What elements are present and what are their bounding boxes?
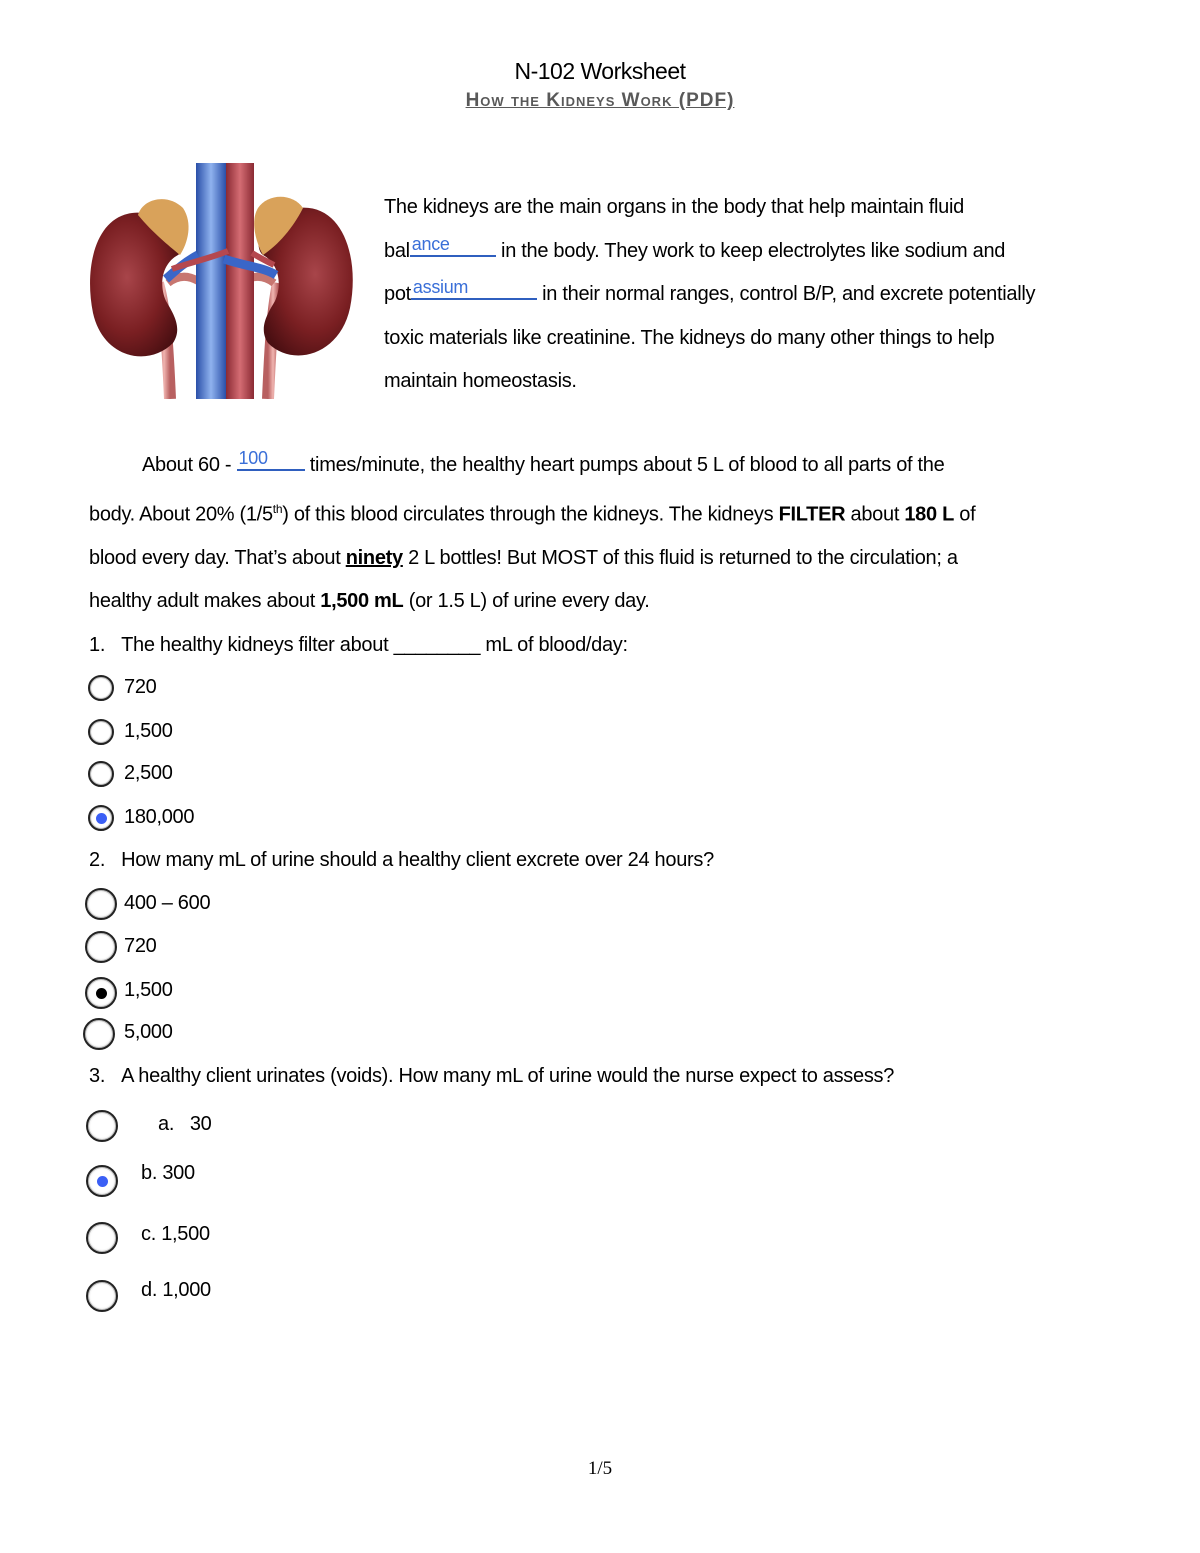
q3-option-d-radio[interactable] <box>86 1280 118 1312</box>
kidney-illustration <box>88 163 356 399</box>
page-number: 1/5 <box>587 1458 613 1479</box>
selected-dot <box>96 988 107 999</box>
q3-option-a-radio[interactable] <box>86 1110 118 1142</box>
q3-option-label: d. 1,000 <box>141 1279 211 1301</box>
intro-paragraph <box>384 186 1144 404</box>
para-line-3: blood every day. That’s about ninety 2 L bottles! But MOST of this fluid is returned to the circulation; a <box>89 546 958 569</box>
para-line-2: body. About 20% (1/5th) of this blood circulates through the kidneys. The kidneys FILTER about 180 L of <box>89 501 976 526</box>
question-3 <box>89 1065 894 1088</box>
q2-option-400-600-radio[interactable] <box>85 888 117 920</box>
intro-line-2-end: in the body. They work to keep electrolytes like sodium and <box>495 239 1006 262</box>
question-2-text: How many mL of urine should a healthy client excrete over 24 hours? <box>121 849 714 871</box>
intro-line-2-start: bal <box>384 239 410 262</box>
question-2-number: 2. <box>89 849 106 871</box>
subtitle-text: How the Kidneys Work (PDF) <box>465 90 735 111</box>
q1-option-label: 720 <box>124 676 157 698</box>
para-line-4: healthy adult makes about 1,500 mL (or 1.5 L) of urine every day. <box>89 590 650 613</box>
document-subtitle-link[interactable] <box>0 90 1200 112</box>
heart-rate-blank[interactable] <box>237 445 305 471</box>
question-3-number: 3. <box>89 1065 106 1087</box>
q3-option-label: a. 30 <box>158 1113 212 1135</box>
intro-line-4: toxic materials like creatinine. The kidneys do many other things to help <box>384 326 995 349</box>
q3-option-b-radio[interactable] <box>86 1165 118 1197</box>
question-1-text: The healthy kidneys filter about ________ mL of blood/day: <box>121 634 628 656</box>
q2-option-720-radio[interactable] <box>85 931 117 963</box>
para-line-1 <box>89 444 1129 488</box>
q1-option-180000-radio[interactable] <box>88 805 114 831</box>
intro-line-5: maintain homeostasis. <box>384 370 577 392</box>
intro-line-3 <box>384 273 1144 317</box>
q2-option-label: 1,500 <box>124 979 173 1001</box>
potassium-blank[interactable] <box>411 274 537 300</box>
q2-option-label: 400 – 600 <box>124 892 211 914</box>
balance-answer: ance <box>411 233 450 254</box>
document-title: N-102 Worksheet <box>514 58 686 84</box>
q3-option-c-radio[interactable] <box>86 1222 118 1254</box>
q2-option-label: 5,000 <box>124 1021 173 1043</box>
q1-option-2500-radio[interactable] <box>88 761 114 787</box>
q3-option-label: b. 300 <box>141 1162 195 1184</box>
para-line-1-start: About 60 - <box>142 454 237 476</box>
q2-option-label: 720 <box>124 935 157 957</box>
q1-option-720-radio[interactable] <box>88 675 114 701</box>
intro-line-3-end: in their normal ranges, control B/P, and excrete potentially <box>536 283 1036 305</box>
q1-option-label: 180,000 <box>124 806 195 828</box>
body-paragraph <box>89 444 1129 624</box>
heart-rate-answer: 100 <box>238 448 268 468</box>
intro-line-1: The kidneys are the main organs in the body that help maintain fluid <box>384 196 964 218</box>
q2-option-5000-radio[interactable] <box>83 1018 115 1050</box>
potassium-answer: assium <box>412 277 469 297</box>
para-line-1-end: times/minute, the healthy heart pumps about 5 L of blood to all parts of the <box>304 454 945 476</box>
selected-dot <box>96 813 107 824</box>
q2-option-1500-radio[interactable] <box>85 977 117 1009</box>
q1-option-label: 2,500 <box>124 762 173 784</box>
intro-line-3-start: pot <box>384 283 411 305</box>
selected-dot <box>97 1176 108 1187</box>
q1-option-1500-radio[interactable] <box>88 719 114 745</box>
balance-blank[interactable] <box>410 231 496 257</box>
question-3-text: A healthy client urinates (voids). How many mL of urine would the nurse expect to assess? <box>121 1065 895 1087</box>
intro-line-2 <box>384 230 1144 274</box>
question-1-number: 1. <box>89 634 106 656</box>
question-2 <box>89 849 714 872</box>
q3-option-label: c. 1,500 <box>141 1223 210 1245</box>
question-1 <box>89 634 628 657</box>
q1-option-label: 1,500 <box>124 720 173 742</box>
